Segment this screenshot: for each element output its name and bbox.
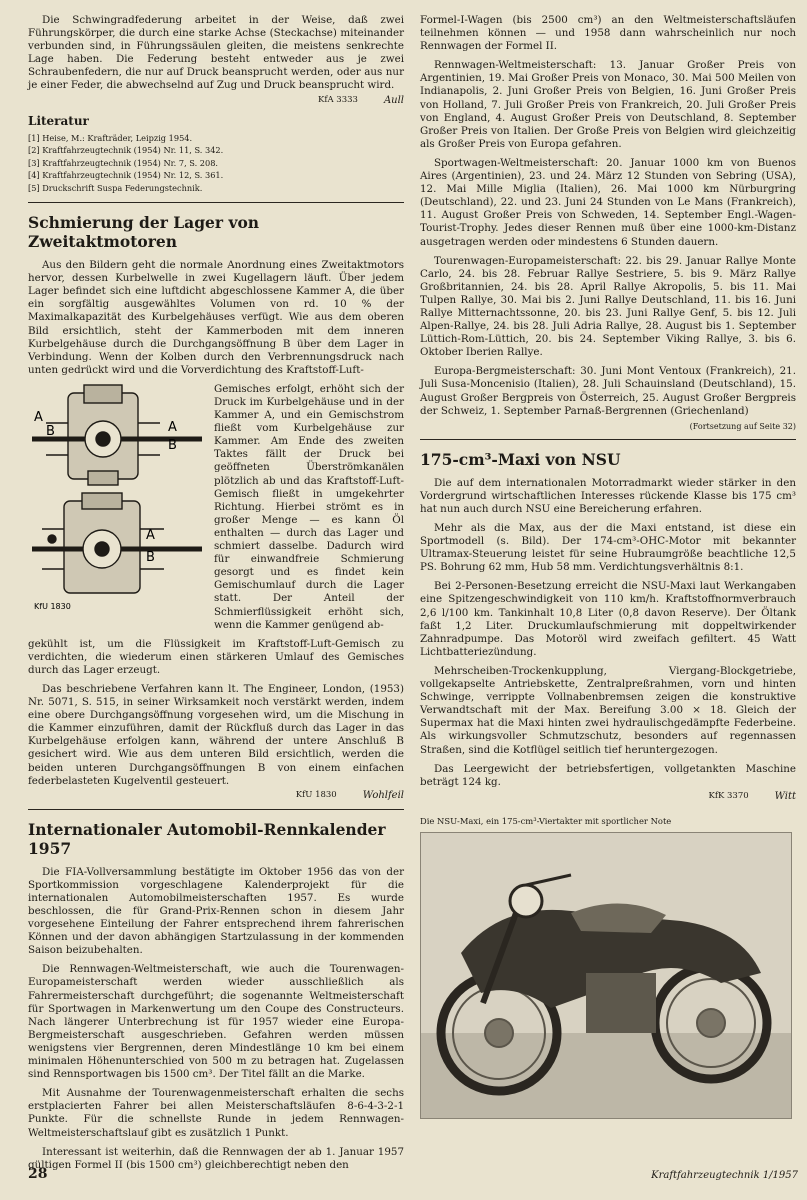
figure-label-a: A: [146, 527, 155, 543]
figure-label-b: B: [46, 423, 55, 439]
nsu-paragraph-1: Die auf dem internationalen Motorradmarkt wieder stärker in den Vordergrund wirtschaftlichen Interesses rückende Klasse bis 175 cm³ hat nun auch durch NSU eine Bereicherung erfahren.: [420, 476, 796, 515]
rennkalender-paragraph-4: Interessant ist weiterhin, daß die Rennwagen der ab 1. Januar 1957 gültigen Formel II (bis 1500 cm³) gleichberechtigt neben den: [28, 1145, 404, 1171]
intro-paragraph: Die Schwingradfederung arbeitet in der Weise, daß zwei Führungskörper, die durch eine starke Achse (Steckachse) miteinander verbunden sind, in Führungssäulen gleiten, die meistens senkrechte Lage haben. Die Federung besteht entweder aus je zwei Schraubenfedern, die nur auf Druck beansprucht werden, oder aus nur je einer Feder, die abwechselnd auf Zug und Druck beansprucht wird.: [28, 14, 404, 92]
figure-label-b: B: [168, 437, 177, 453]
rennkalender-heading: Internationaler Automobil-Rennkalender 1957: [28, 819, 386, 858]
author-name: Wohlfeil: [362, 789, 404, 801]
rennkalender-paragraph-8: Tourenwagen-Europameisterschaft: 22. bis 29. Januar Rallye Monte Carlo, 24. bis 28. Februar Rallye Sestriere, 5. bis 9. März Rallye Großbritannien, 24. bis 28. April Rallye Akropolis, 5. bis 11. Mai Tulpen Rallye, 30. Mai bis 2. Juni Rallye Deutschland, 11. bis 16. Juni Rallye Mitternachtssonne, 20. bis 23. Juni Rallye Genf, 5. bis 12. Juli Alpen-Rallye, 24. bis 28. Juli Adria Rallye, 28. August bis 1. September Lüttich-Rom-Lüttich, 20. bis 24. September Viking Rallye, 3. bis 6. Oktober Iberien Rallye.: [420, 254, 796, 359]
rennkalender-paragraph-9: Europa-Bergmeisterschaft: 30. Juni Mont Ventoux (Frankreich), 21. Juli Susa-Moncenisio (Italien), 28. Juli Schauinsland (Deutschland), 15. August Großer Bergpreis von Österreich, 25. August Großer Bergpreis der Schweiz, 1. September Parnaß-Bergrennen (Griechenland): [420, 365, 796, 417]
literatur-item: [1] Heise, M.: Krafträder, Leipzig 1954.: [28, 132, 193, 143]
figure-label-a: A: [168, 419, 177, 435]
left-column: [28, 14, 404, 1178]
engine-diagram: [28, 383, 206, 638]
literatur-item: [2] Kraftfahrzeugtechnik (1954) Nr. 11, S. 342.: [28, 145, 224, 156]
schmierung-heading: Schmierung der Lager von Zweitaktmotoren: [28, 213, 260, 252]
schmierung-paragraph-1: Aus den Bildern geht die normale Anordnung eines Zweitaktmotors hervor, dessen Kurbelwelle in zwei Kugellagern läuft. Über jedem Lager befindet sich eine luftdicht abgeschlossene Kammer A, die über ein sorgfältig ausgewähltes Volumen von rd. 10 % der Maximalkapazität des Kurbelgehäuses verfügt. Wie aus dem oberen Bild ersichtlich, steht der Kammerboden mit dem inneren Kurbelgehäuse durch die Durchgangsöffnung B über dem Lager in Verbindung. Wenn der Kolben durch den Verbrennungsdruck nach unten gedrückt wird und die Vorverdichtung des Kraftstoff-Luft-: [28, 259, 404, 376]
intro-signature: [28, 95, 404, 106]
nsu-signature: [420, 791, 796, 802]
right-column: [420, 14, 796, 1119]
schmierung-paragraph-end: gekühlt ist, um die Flüssigkeit im Kraftstoff-Luft-Gemisch zu verdichten, die wiederum einen stärkeren Umlauf des Gemisches durch das Lager erzeugt.: [28, 637, 404, 676]
figure-stamp: KfU 1830: [34, 601, 71, 611]
author-name: Aull: [383, 94, 404, 106]
section-divider: [28, 809, 404, 810]
literatur-heading: Literatur: [28, 113, 89, 128]
motorcycle-photo: [420, 832, 792, 1119]
schmierung-side-paragraph: Gemisches erfolgt, erhöht sich der Druck im Kurbelgehäuse und in der Kammer A, und ein Gemischstrom fließt vom Kurbelgehäuse zur Kammer. Am Ende des zweiten Taktes fällt der Druck bei geöffneten Überströmkanälen plötzlich ab und das Kraftstoff-Luft-Gemisch fließt in umgekehrter Richtung. Hierbei strömt es in großer Menge — es kann Öl enthalten — durch das Lager und schmiert dasselbe. Dadurch wird für einwandfreie Schmierung gesorgt und es findet kein Gemischumlauf durch die Lager statt. Der Anteil der Schmierflüssigkeit erhöht sich, wenn die Kammer genügend ab-: [214, 382, 404, 631]
continued-note: (Fortsetzung auf Seite 32): [689, 421, 796, 431]
article-code: KfA 3333: [317, 94, 358, 105]
literatur-item: [3] Kraftfahrzeugtechnik (1954) Nr. 7, S. 208.: [28, 157, 219, 168]
article-code: KfK 3370: [708, 790, 749, 801]
nsu-heading: 175-cm³-Maxi von NSU: [420, 449, 621, 469]
literatur-item: [4] Kraftfahrzeugtechnik (1954) Nr. 12, S. 361.: [28, 170, 224, 181]
figure-side-text: [214, 383, 404, 638]
schmierung-signature: [28, 790, 404, 801]
rennkalender-paragraph-7: Sportwagen-Weltmeisterschaft: 20. Januar 1000 km von Buenos Aires (Argentinien), 23. und 24. März 12 Stunden von Sebring (USA), 12. Mai Mille Miglia (Italien), 26. Mai 1000 km Nürburgring (Deutschland), 22. und 23. Juni 24 Stunden von Le Mans (Frankreich), 11. August Großer Preis von Schweden, 14. September Engl.-Wagen-Tourist-Trophy. Jedes dieser Rennen muß über eine 1000-km-Distanz ausgetragen werden oder mindestens 6 Stunden dauern.: [420, 156, 796, 248]
nsu-paragraph-3: Bei 2-Personen-Besetzung erreicht die NSU-Maxi laut Werkangaben eine Spitzengeschwindigkeit von 110 km/h. Kraftstoffnormverbrauch 2,6 l/100 km. Tankinhalt 10,8 Liter (0,8 davon Reserve). Der Öltank faßt 1,2 Liter. Druckumlaufschmierung mit doppeltwirkender Zahnradpumpe. Das Motoröl wird zweifach gefiltert. 45 Watt Lichtbatteriezündung.: [420, 580, 796, 658]
figure-block: [28, 383, 404, 638]
schmierung-paragraph-2: Das beschriebene Verfahren kann lt. The Engineer, London, (1953) Nr. 5071, S. 515, in seiner Wirksamkeit noch verstärkt werden, indem eine obere Durchgangsöffnung vorgesehen wird, um die Mischung in die Kammer einzuführen, damit der Rückfluß durch das Lager in das Kurbelgehäuse erfolgen kann, während der untere Anschluß B gesichert wird. Wie aus dem unteren Bild ersichtlich, werden die beiden unteren Durchgangsöffnungen B von einem einfachen federbelasteten Kugelventil gesteuert.: [28, 682, 404, 787]
literatur-item: [5] Druckschrift Suspa Federungstechnik.: [28, 182, 203, 193]
journal-name: Kraftfahrzeugtechnik 1/1957: [651, 1170, 798, 1181]
rennkalender-paragraph-5: Formel-I-Wagen (bis 2500 cm³) an den Weltmeisterschaftsläufen teilnehmen können — und 1958 dann wahrscheinlich nur noch Rennwagen der Formel II.: [420, 14, 796, 53]
nsu-paragraph-5: Das Leergewicht der betriebsfertigen, vollgetankten Maschine beträgt 124 kg.: [420, 762, 796, 788]
figure-label-a: A: [34, 409, 43, 425]
page-footer: [28, 1166, 798, 1182]
article-code: KfU 1830: [295, 789, 337, 800]
crankshaft-bearing-diagram: [28, 383, 206, 615]
nsu-paragraph-2: Mehr als die Max, aus der die Maxi entstand, ist diese ein Sportmodell (s. Bild). Der 174-cm³-OHC-Motor mit bekannter Ultramax-Steuerung leistet für seine Hubraumgröße beachtliche 12,5 PS. Bohrung 62 mm, Hub 58 mm. Verdichtungsverhältnis 8:1.: [420, 522, 796, 574]
rennkalender-paragraph-1: Die FIA-Vollversammlung bestätigte im Oktober 1956 das von der Sportkommission vorgeschlagene Kalenderprojekt für die internationalen Automobilmeisterschaften 1957. Es wurde beschlossen, die für Grand-Prix-Rennen schon in diesem Jahr vorgesehene Einteilung der Fahrer entsprechend ihrem fahrerischen Können und der davon abhängigen Startzulassung in der kommenden Saison beizubehalten.: [28, 865, 404, 957]
nsu-paragraph-4: Mehrscheiben-Trockenkupplung, Viergang-Blockgetriebe, vollgekapselte Antriebskette, Zentralpreßrahmen, vorn und hinten Schwinge, verrippte Vollnabenbremsen zeigen die konstruktive Verwandtschaft mit der Max. Bereifung 3.00 × 18. Gleich der Supermax hat die Maxi hinten zwei hydraulischgedämpfte Federbeine. Als wirkungsvoller Schmutzschutz, besonders auf regennassen Straßen, sind die Kotflügel seitlich tief heruntergezogen.: [420, 664, 796, 756]
rennkalender-paragraph-3: Mit Ausnahme der Tourenwagenmeisterschaft erhalten die sechs erstplacierten Fahrer bei allen Meisterschaftsläufen 8-6-4-3-2-1 Punkte. Für die schnellste Runde in jedem Rennwagen-Weltmeisterschaftslauf gibt es zusätzlich 1 Punkt.: [28, 1087, 404, 1139]
section-divider: [28, 202, 404, 203]
literatur-list: [28, 132, 404, 195]
rennkalender-paragraph-6: Rennwagen-Weltmeisterschaft: 13. Januar Großer Preis von Argentinien, 19. Mai Großer Preis von Monaco, 30. Mai 500 Meilen von Indianapolis, 2. Juni Großer Preis von Belgien, 16. Juni Großer Preis von Holland, 7. Juli Großer Preis von Frankreich, 20. Juli Großer Preis von England, 4. August Großer Preis von Deutschland, 8. September Großer Preis von Italien. Der Große Preis von Belgien wird gleichzeitig als Großer Preis von Europa gefahren.: [420, 59, 796, 150]
section-divider: [420, 439, 796, 440]
figure-label-b: B: [146, 549, 155, 565]
photo-caption: Die NSU-Maxi, ein 175-cm³-Viertakter mit sportlicher Note: [420, 815, 672, 826]
page-number: 28: [28, 1166, 48, 1182]
rennkalender-paragraph-2: Die Rennwagen-Weltmeisterschaft, wie auch die Tourenwagen-Europameisterschaft werden wieder ausschließlich als Fahrermeisterschaft durchgeführt; die sogenannte Weltmeisterschaft für Sportwagen in Markenwertung um den Coupe des Constructeurs. Nach längerer Unterbrechung ist für 1957 wieder eine Europa-Bergmeisterschaft ausgeschrieben. Gefahren werden müssen wenigstens vier Bergrennen, deren Mindestlänge 10 km bei einem minimalen Höhenunterschied von 500 m zu betragen hat. Zugelassen sind Rennsportwagen bis 1500 cm³. Der Titel fällt an die Marke.: [28, 963, 404, 1081]
motorcycle-illustration: [421, 833, 791, 1118]
author-name: Witt: [774, 790, 796, 802]
